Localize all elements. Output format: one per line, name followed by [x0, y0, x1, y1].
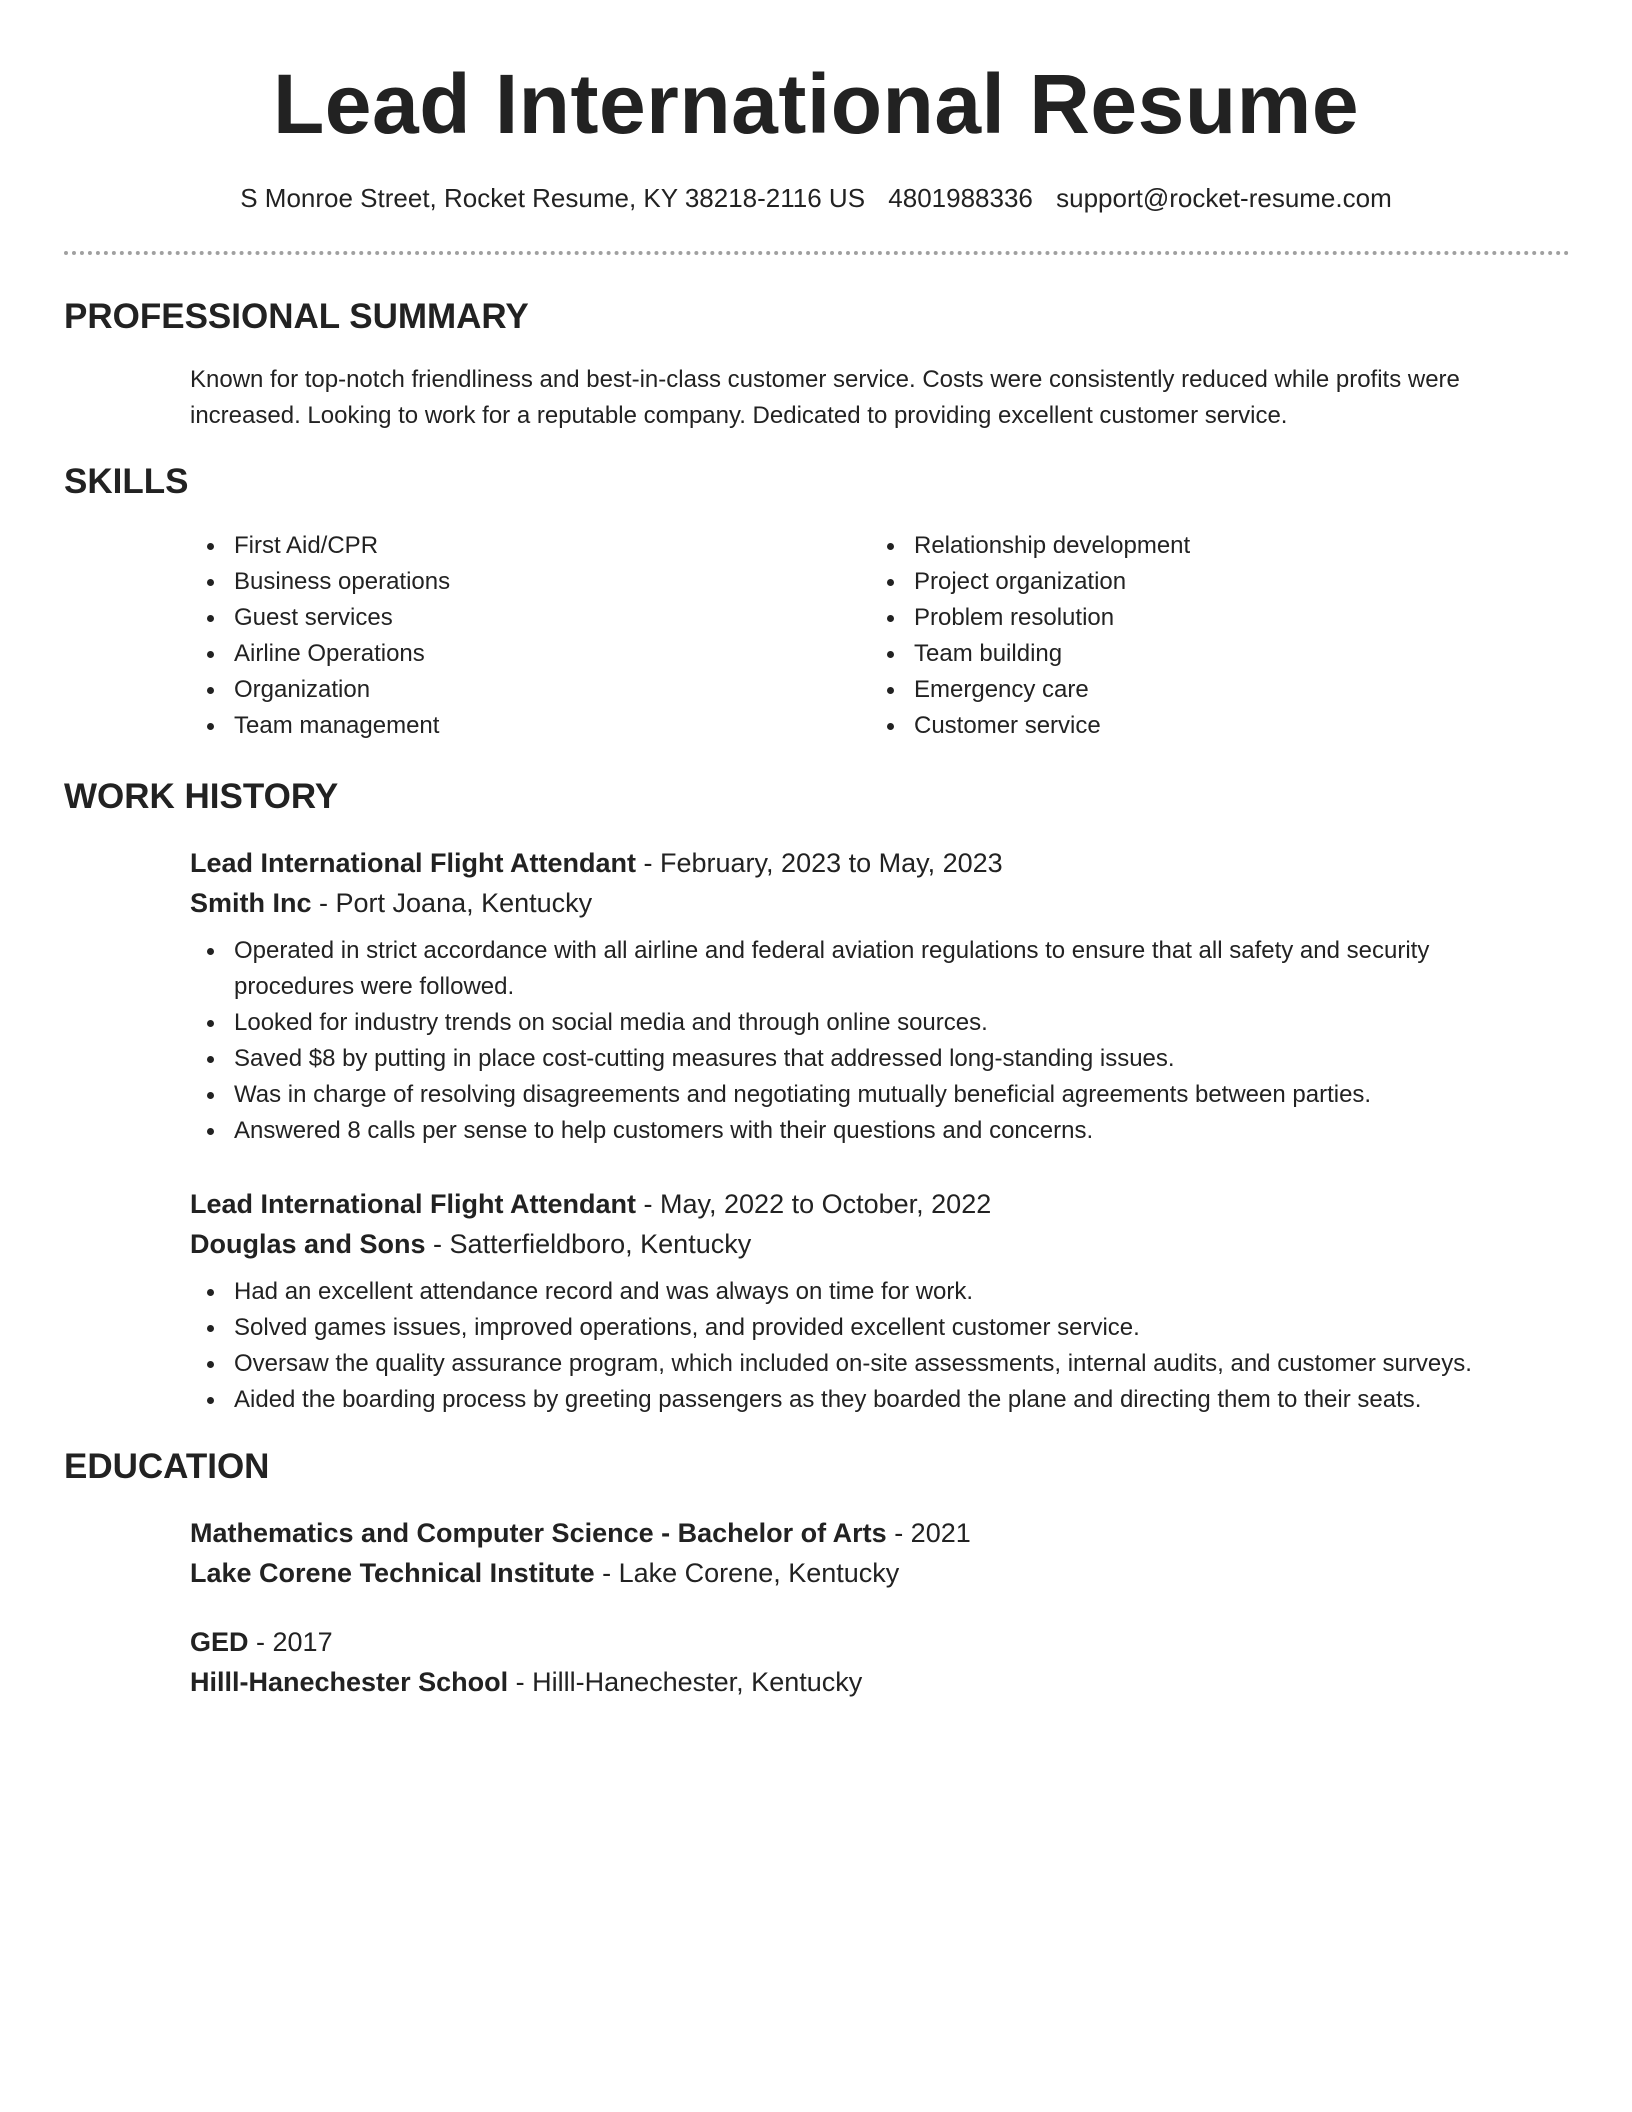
job-bullet: Answered 8 calls per sense to help customers with their questions and concerns.	[190, 1113, 1530, 1149]
school-location: - Hilll-Hanechester, Kentucky	[515, 1667, 863, 1697]
education-heading: EDUCATION	[64, 1447, 270, 1486]
skill-item: Airline Operations	[190, 636, 450, 672]
school-location: - Lake Corene, Kentucky	[602, 1558, 900, 1588]
header-divider	[64, 251, 1570, 255]
school-line	[190, 1662, 1530, 1702]
job-dates: - February, 2023 to May, 2023	[643, 848, 1003, 878]
skills-list-left	[190, 528, 450, 744]
job-bullet: Was in charge of resolving disagreements and negotiating mutually beneficial agreements between parties.	[190, 1077, 1530, 1113]
skill-item: Guest services	[190, 600, 450, 636]
contact-address: S Monroe Street, Rocket Resume, KY 38218-2116 US	[240, 183, 866, 213]
job-bullet: Aided the boarding process by greeting passengers as they boarded the plane and directing them to their seats.	[190, 1382, 1530, 1418]
job-location: - Satterfieldboro, Kentucky	[433, 1229, 752, 1259]
job-title-line	[190, 1184, 1530, 1224]
degree-year: - 2021	[894, 1518, 971, 1548]
school-name: Lake Corene Technical Institute	[190, 1558, 595, 1588]
education-entry	[190, 1622, 1530, 1702]
contact-line	[0, 178, 1632, 218]
job-title: Lead International Flight Attendant	[190, 848, 636, 878]
skill-item: Problem resolution	[870, 600, 1190, 636]
contact-email: support@rocket-resume.com	[1056, 183, 1392, 213]
work-heading: WORK HISTORY	[64, 777, 339, 816]
skill-item: Customer service	[870, 708, 1190, 744]
degree-name: Mathematics and Computer Science - Bachelor of Arts	[190, 1518, 887, 1548]
summary-heading: PROFESSIONAL SUMMARY	[64, 297, 529, 336]
skill-item: Team management	[190, 708, 450, 744]
job-title-line	[190, 843, 1530, 883]
skill-item: Project organization	[870, 564, 1190, 600]
school-name: Hilll-Hanechester School	[190, 1667, 509, 1697]
job-company: Smith Inc	[190, 888, 312, 918]
skill-item: Business operations	[190, 564, 450, 600]
skill-item: Emergency care	[870, 672, 1190, 708]
skill-item: Organization	[190, 672, 450, 708]
job-bullet: Looked for industry trends on social media and through online sources.	[190, 1005, 1530, 1041]
job-title: Lead International Flight Attendant	[190, 1189, 636, 1219]
job-bullets	[190, 1274, 1530, 1418]
job-bullets	[190, 933, 1530, 1149]
skill-item: Relationship development	[870, 528, 1190, 564]
job-entry	[190, 1184, 1530, 1418]
degree-line	[190, 1513, 1530, 1553]
job-bullet: Saved $8 by putting in place cost-cutting measures that addressed long-standing issues.	[190, 1041, 1530, 1077]
skills-list-right	[870, 528, 1190, 744]
degree-name: GED	[190, 1627, 249, 1657]
education-entry	[190, 1513, 1530, 1593]
skill-item: Team building	[870, 636, 1190, 672]
degree-line	[190, 1622, 1530, 1662]
job-company-line	[190, 883, 1530, 923]
job-company-line	[190, 1224, 1530, 1264]
skills-heading: SKILLS	[64, 462, 189, 501]
job-bullet: Had an excellent attendance record and was always on time for work.	[190, 1274, 1530, 1310]
job-bullet: Solved games issues, improved operations, and provided excellent customer service.	[190, 1310, 1530, 1346]
job-dates: - May, 2022 to October, 2022	[643, 1189, 992, 1219]
contact-phone: 4801988336	[888, 183, 1033, 213]
resume-title: Lead International Resume	[272, 57, 1360, 151]
degree-year: - 2017	[256, 1627, 333, 1657]
job-location: - Port Joana, Kentucky	[319, 888, 593, 918]
skills-section	[190, 528, 1530, 748]
job-company: Douglas and Sons	[190, 1229, 426, 1259]
skill-item: First Aid/CPR	[190, 528, 450, 564]
summary-section	[190, 362, 1530, 434]
job-bullet: Operated in strict accordance with all airline and federal aviation regulations to ensure that all safety and security procedures were followed.	[190, 933, 1530, 1005]
summary-text: Known for top-notch friendliness and best-in-class customer service. Costs were consistently reduced while profits were increased. Looking to work for a reputable company. Dedicated to providing excellent customer service.	[190, 366, 1460, 429]
school-line	[190, 1553, 1530, 1593]
job-entry	[190, 843, 1530, 1149]
job-bullet: Oversaw the quality assurance program, which included on-site assessments, internal audits, and customer surveys.	[190, 1346, 1530, 1382]
